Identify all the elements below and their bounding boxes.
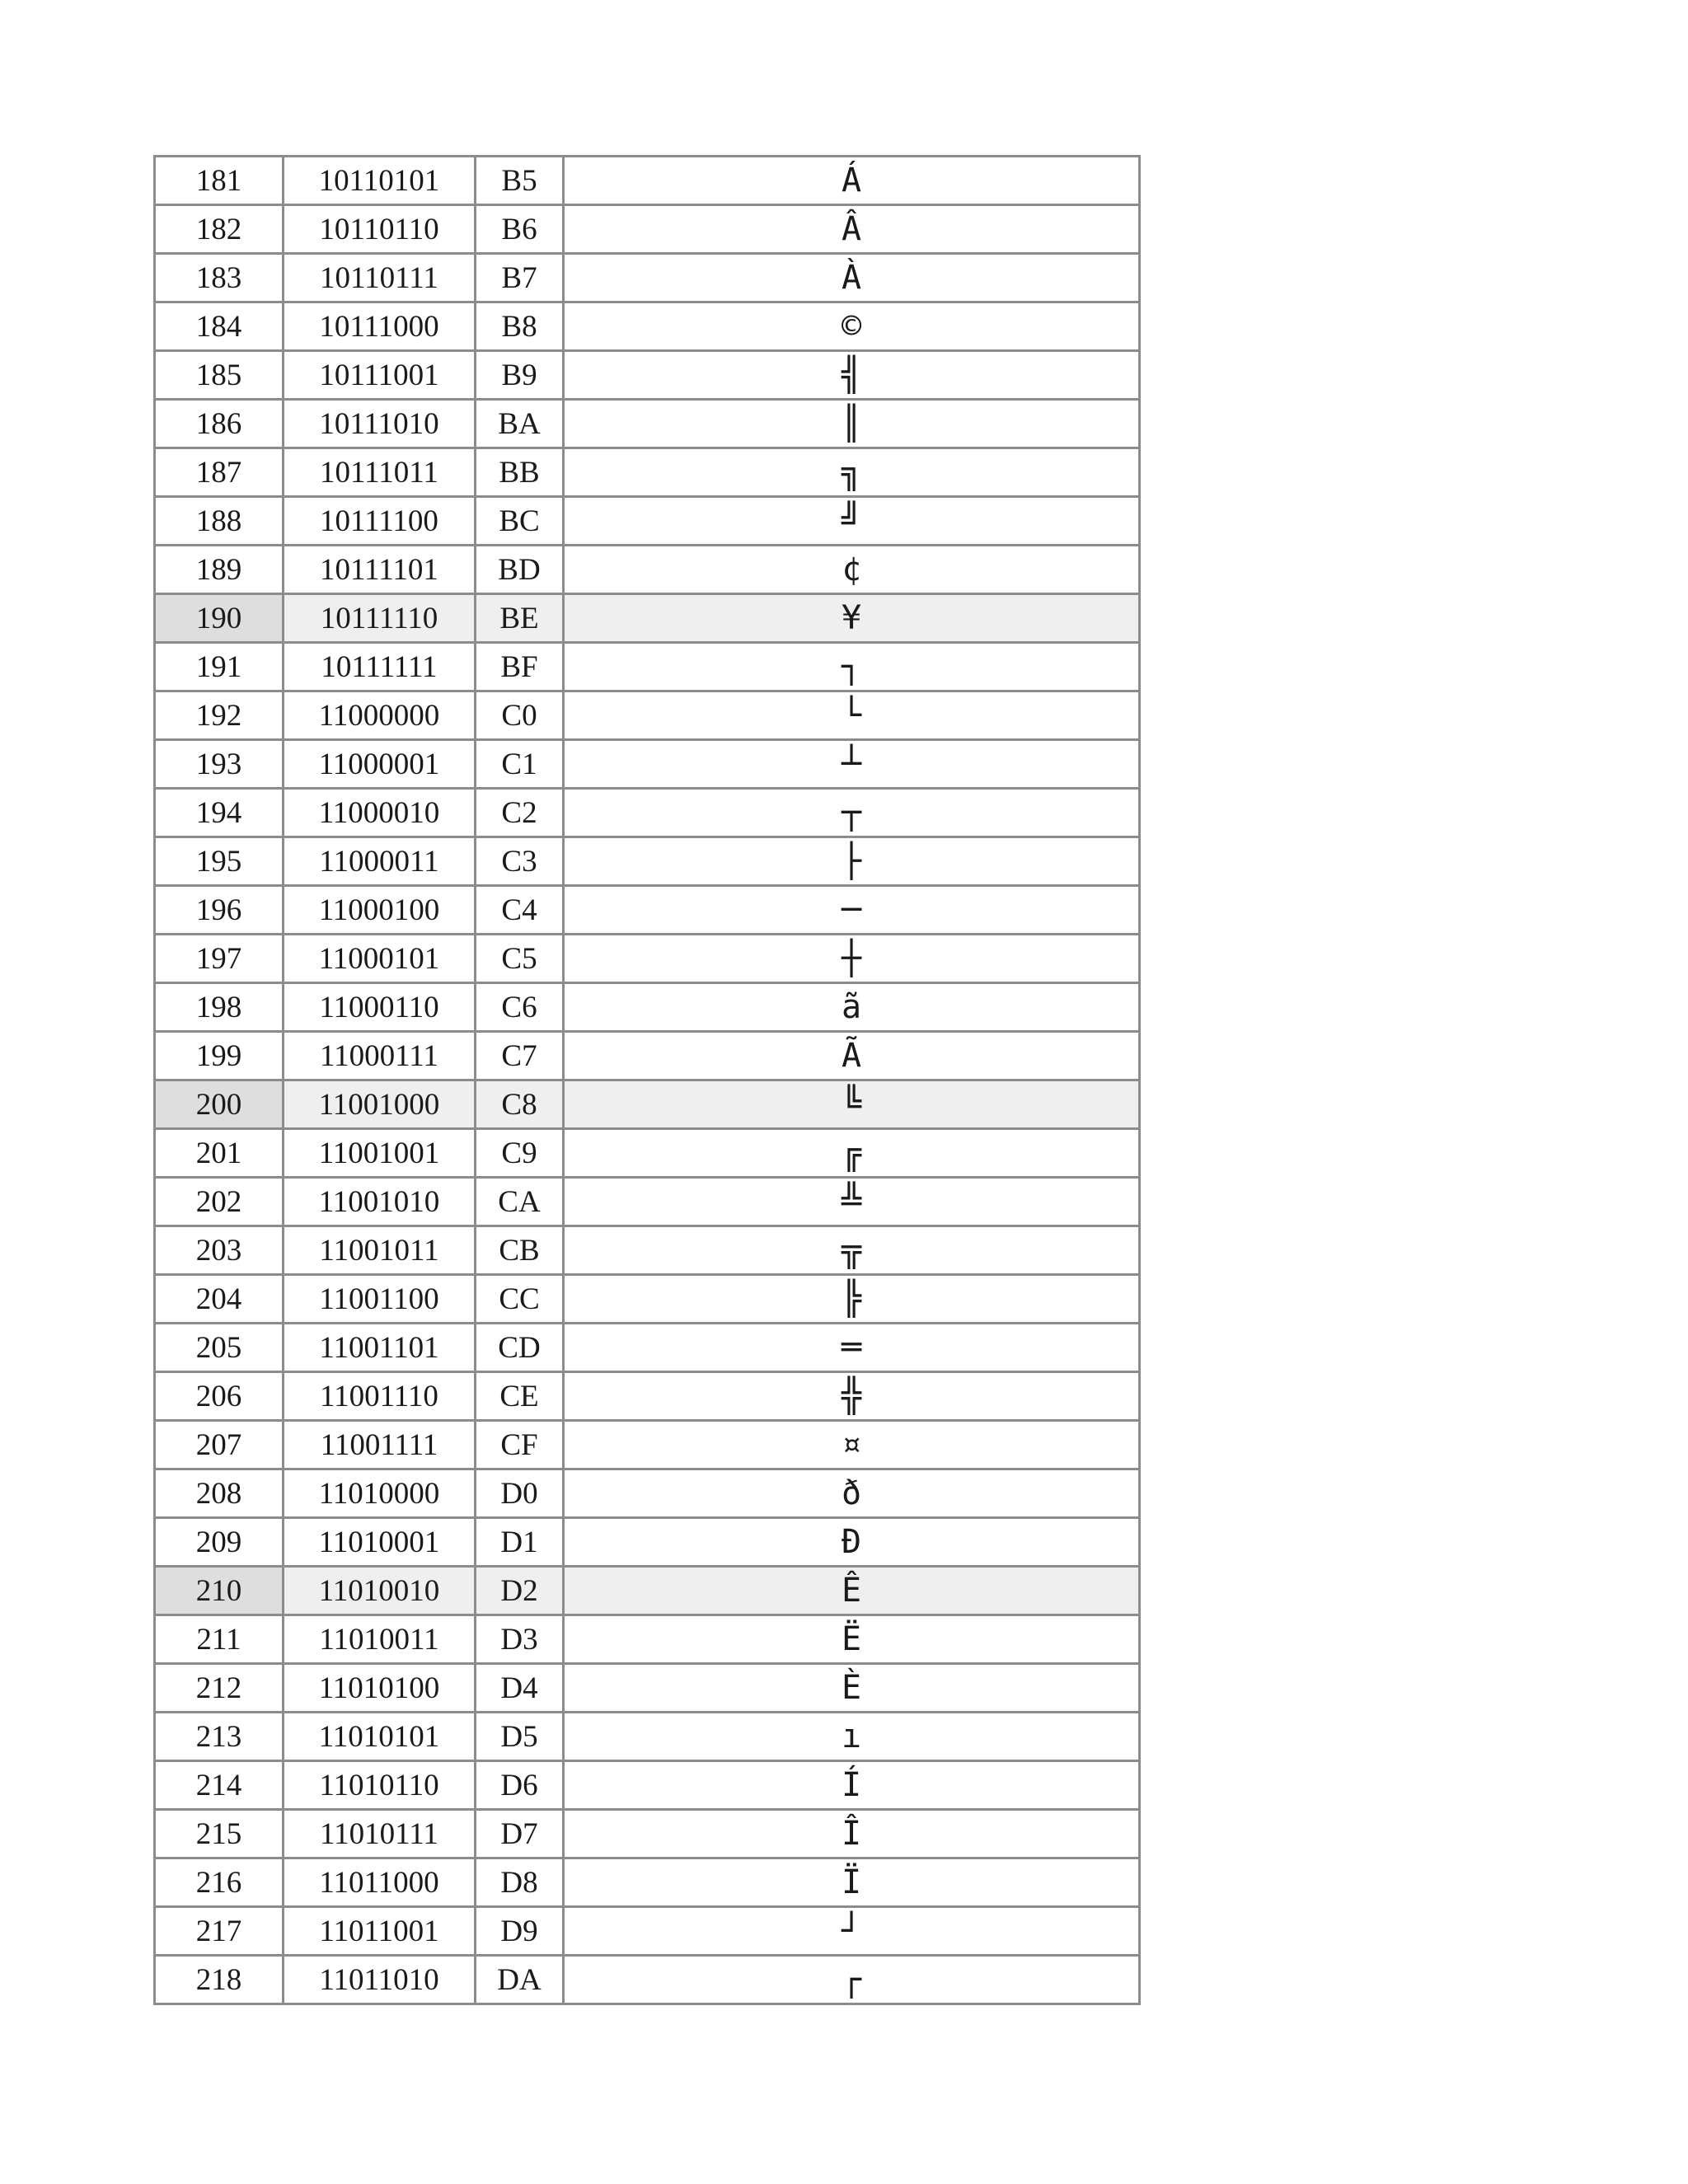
decimal-cell: 200 bbox=[155, 1080, 284, 1129]
character-cell: ─ bbox=[564, 886, 1140, 935]
hex-cell: D8 bbox=[476, 1858, 564, 1907]
decimal-cell: 193 bbox=[155, 740, 284, 789]
hex-cell: B5 bbox=[476, 157, 564, 205]
character-cell: ¤ bbox=[564, 1421, 1140, 1469]
table-row bbox=[155, 983, 1140, 1032]
table-row bbox=[155, 546, 1140, 594]
hex-cell: D3 bbox=[476, 1615, 564, 1664]
hex-cell: C2 bbox=[476, 789, 564, 837]
character-cell: È bbox=[564, 1664, 1140, 1713]
character-cell: ┬ bbox=[564, 789, 1140, 837]
decimal-cell: 201 bbox=[155, 1129, 284, 1178]
decimal-cell: 213 bbox=[155, 1713, 284, 1761]
binary-cell: 11000000 bbox=[284, 691, 476, 740]
character-cell: Î bbox=[564, 1810, 1140, 1858]
table-row bbox=[155, 448, 1140, 497]
table-row bbox=[155, 594, 1140, 643]
table-row bbox=[155, 1226, 1140, 1275]
character-cell: Á bbox=[564, 157, 1140, 205]
binary-cell: 11001000 bbox=[284, 1080, 476, 1129]
binary-cell: 11001101 bbox=[284, 1324, 476, 1372]
table-row bbox=[155, 1907, 1140, 1956]
decimal-cell: 197 bbox=[155, 935, 284, 983]
hex-cell: CE bbox=[476, 1372, 564, 1421]
binary-cell: 11000100 bbox=[284, 886, 476, 935]
table-row bbox=[155, 740, 1140, 789]
binary-cell: 11010011 bbox=[284, 1615, 476, 1664]
hex-cell: B7 bbox=[476, 254, 564, 302]
decimal-cell: 191 bbox=[155, 643, 284, 691]
hex-cell: BE bbox=[476, 594, 564, 643]
hex-cell: D4 bbox=[476, 1664, 564, 1713]
character-cell: ┐ bbox=[564, 643, 1140, 691]
binary-cell: 11000011 bbox=[284, 837, 476, 886]
decimal-cell: 186 bbox=[155, 400, 284, 448]
binary-cell: 11000111 bbox=[284, 1032, 476, 1080]
character-cell: ╠ bbox=[564, 1275, 1140, 1324]
decimal-cell: 208 bbox=[155, 1469, 284, 1518]
character-cell: © bbox=[564, 302, 1140, 351]
character-cell: Í bbox=[564, 1761, 1140, 1810]
decimal-cell: 206 bbox=[155, 1372, 284, 1421]
decimal-cell: 209 bbox=[155, 1518, 284, 1567]
character-code-table bbox=[153, 155, 1141, 2005]
binary-cell: 11001100 bbox=[284, 1275, 476, 1324]
table-row bbox=[155, 254, 1140, 302]
decimal-cell: 202 bbox=[155, 1178, 284, 1226]
decimal-cell: 184 bbox=[155, 302, 284, 351]
binary-cell: 10110101 bbox=[284, 157, 476, 205]
table-row bbox=[155, 1761, 1140, 1810]
hex-cell: CD bbox=[476, 1324, 564, 1372]
binary-cell: 10111010 bbox=[284, 400, 476, 448]
binary-cell: 10110110 bbox=[284, 205, 476, 254]
hex-cell: C1 bbox=[476, 740, 564, 789]
table-row bbox=[155, 1032, 1140, 1080]
table-row bbox=[155, 1713, 1140, 1761]
table-row bbox=[155, 837, 1140, 886]
hex-cell: BC bbox=[476, 497, 564, 546]
character-cell: Ï bbox=[564, 1858, 1140, 1907]
decimal-cell: 187 bbox=[155, 448, 284, 497]
table-row bbox=[155, 1518, 1140, 1567]
binary-cell: 11001110 bbox=[284, 1372, 476, 1421]
character-cell: ╣ bbox=[564, 351, 1140, 400]
hex-cell: D6 bbox=[476, 1761, 564, 1810]
table-row bbox=[155, 1324, 1140, 1372]
character-cell: ı bbox=[564, 1713, 1140, 1761]
binary-cell: 11000110 bbox=[284, 983, 476, 1032]
binary-cell: 11010101 bbox=[284, 1713, 476, 1761]
binary-cell: 10111100 bbox=[284, 497, 476, 546]
character-cell: ¢ bbox=[564, 546, 1140, 594]
character-cell: ╬ bbox=[564, 1372, 1140, 1421]
table-row bbox=[155, 1080, 1140, 1129]
hex-cell: C9 bbox=[476, 1129, 564, 1178]
decimal-cell: 181 bbox=[155, 157, 284, 205]
binary-cell: 10111011 bbox=[284, 448, 476, 497]
binary-cell: 11001111 bbox=[284, 1421, 476, 1469]
character-cell: ├ bbox=[564, 837, 1140, 886]
binary-cell: 11011000 bbox=[284, 1858, 476, 1907]
decimal-cell: 194 bbox=[155, 789, 284, 837]
character-cell: ═ bbox=[564, 1324, 1140, 1372]
character-cell: ã bbox=[564, 983, 1140, 1032]
character-cell: ╔ bbox=[564, 1129, 1140, 1178]
character-cell: Ð bbox=[564, 1518, 1140, 1567]
binary-cell: 10111000 bbox=[284, 302, 476, 351]
character-cell: ð bbox=[564, 1469, 1140, 1518]
decimal-cell: 195 bbox=[155, 837, 284, 886]
character-cell: ║ bbox=[564, 400, 1140, 448]
hex-cell: B9 bbox=[476, 351, 564, 400]
hex-cell: BB bbox=[476, 448, 564, 497]
binary-cell: 11001010 bbox=[284, 1178, 476, 1226]
character-cell: ╝ bbox=[564, 497, 1140, 546]
hex-cell: C4 bbox=[476, 886, 564, 935]
binary-cell: 11010010 bbox=[284, 1567, 476, 1615]
decimal-cell: 192 bbox=[155, 691, 284, 740]
character-cell: ┴ bbox=[564, 740, 1140, 789]
hex-cell: B6 bbox=[476, 205, 564, 254]
table-row bbox=[155, 886, 1140, 935]
hex-cell: BA bbox=[476, 400, 564, 448]
table-row bbox=[155, 400, 1140, 448]
hex-cell: CB bbox=[476, 1226, 564, 1275]
table-row bbox=[155, 205, 1140, 254]
decimal-cell: 183 bbox=[155, 254, 284, 302]
hex-cell: CA bbox=[476, 1178, 564, 1226]
decimal-cell: 190 bbox=[155, 594, 284, 643]
character-cell: ╗ bbox=[564, 448, 1140, 497]
character-cell: ┼ bbox=[564, 935, 1140, 983]
table-row bbox=[155, 1421, 1140, 1469]
table-row bbox=[155, 1129, 1140, 1178]
hex-cell: C7 bbox=[476, 1032, 564, 1080]
decimal-cell: 182 bbox=[155, 205, 284, 254]
character-cell: ╦ bbox=[564, 1226, 1140, 1275]
decimal-cell: 203 bbox=[155, 1226, 284, 1275]
hex-cell: CF bbox=[476, 1421, 564, 1469]
decimal-cell: 218 bbox=[155, 1956, 284, 2004]
character-cell: └ bbox=[564, 691, 1140, 740]
table-row bbox=[155, 302, 1140, 351]
binary-cell: 11010111 bbox=[284, 1810, 476, 1858]
decimal-cell: 199 bbox=[155, 1032, 284, 1080]
character-cell: ¥ bbox=[564, 594, 1140, 643]
decimal-cell: 207 bbox=[155, 1421, 284, 1469]
hex-cell: C5 bbox=[476, 935, 564, 983]
hex-cell: D9 bbox=[476, 1907, 564, 1956]
decimal-cell: 198 bbox=[155, 983, 284, 1032]
decimal-cell: 204 bbox=[155, 1275, 284, 1324]
table-row bbox=[155, 157, 1140, 205]
table-row bbox=[155, 643, 1140, 691]
binary-cell: 10111001 bbox=[284, 351, 476, 400]
table-row bbox=[155, 1810, 1140, 1858]
decimal-cell: 196 bbox=[155, 886, 284, 935]
table-row bbox=[155, 497, 1140, 546]
table-row bbox=[155, 1858, 1140, 1907]
character-cell: Ã bbox=[564, 1032, 1140, 1080]
character-cell: À bbox=[564, 254, 1140, 302]
decimal-cell: 214 bbox=[155, 1761, 284, 1810]
table-row bbox=[155, 1178, 1140, 1226]
table-row bbox=[155, 351, 1140, 400]
table-row bbox=[155, 1615, 1140, 1664]
hex-cell: BD bbox=[476, 546, 564, 594]
binary-cell: 10111101 bbox=[284, 546, 476, 594]
binary-cell: 11011001 bbox=[284, 1907, 476, 1956]
binary-cell: 11000101 bbox=[284, 935, 476, 983]
hex-cell: B8 bbox=[476, 302, 564, 351]
binary-cell: 10111110 bbox=[284, 594, 476, 643]
hex-cell: CC bbox=[476, 1275, 564, 1324]
character-cell: ┘ bbox=[564, 1907, 1140, 1956]
hex-cell: C8 bbox=[476, 1080, 564, 1129]
binary-cell: 11010110 bbox=[284, 1761, 476, 1810]
character-cell: ╩ bbox=[564, 1178, 1140, 1226]
hex-cell: D5 bbox=[476, 1713, 564, 1761]
binary-cell: 10111111 bbox=[284, 643, 476, 691]
binary-cell: 11011010 bbox=[284, 1956, 476, 2004]
hex-cell: C0 bbox=[476, 691, 564, 740]
binary-cell: 10110111 bbox=[284, 254, 476, 302]
decimal-cell: 217 bbox=[155, 1907, 284, 1956]
table-row bbox=[155, 1567, 1140, 1615]
decimal-cell: 185 bbox=[155, 351, 284, 400]
binary-cell: 11001011 bbox=[284, 1226, 476, 1275]
hex-cell: D2 bbox=[476, 1567, 564, 1615]
table-row bbox=[155, 1469, 1140, 1518]
hex-cell: D1 bbox=[476, 1518, 564, 1567]
table-row bbox=[155, 1664, 1140, 1713]
table-row bbox=[155, 935, 1140, 983]
hex-cell: D7 bbox=[476, 1810, 564, 1858]
binary-cell: 11000010 bbox=[284, 789, 476, 837]
binary-cell: 11010100 bbox=[284, 1664, 476, 1713]
table-row bbox=[155, 691, 1140, 740]
decimal-cell: 210 bbox=[155, 1567, 284, 1615]
decimal-cell: 189 bbox=[155, 546, 284, 594]
table-row bbox=[155, 1956, 1140, 2004]
decimal-cell: 216 bbox=[155, 1858, 284, 1907]
character-cell: Ê bbox=[564, 1567, 1140, 1615]
hex-cell: C3 bbox=[476, 837, 564, 886]
binary-cell: 11000001 bbox=[284, 740, 476, 789]
table-row bbox=[155, 1275, 1140, 1324]
decimal-cell: 211 bbox=[155, 1615, 284, 1664]
binary-cell: 11001001 bbox=[284, 1129, 476, 1178]
decimal-cell: 212 bbox=[155, 1664, 284, 1713]
character-cell: ╚ bbox=[564, 1080, 1140, 1129]
character-cell: Ë bbox=[564, 1615, 1140, 1664]
decimal-cell: 205 bbox=[155, 1324, 284, 1372]
character-cell: Â bbox=[564, 205, 1140, 254]
hex-cell: DA bbox=[476, 1956, 564, 2004]
table-row bbox=[155, 789, 1140, 837]
table-row bbox=[155, 1372, 1140, 1421]
hex-cell: BF bbox=[476, 643, 564, 691]
decimal-cell: 215 bbox=[155, 1810, 284, 1858]
binary-cell: 11010001 bbox=[284, 1518, 476, 1567]
character-cell: ┌ bbox=[564, 1956, 1140, 2004]
code-table-body bbox=[155, 157, 1140, 2004]
hex-cell: C6 bbox=[476, 983, 564, 1032]
hex-cell: D0 bbox=[476, 1469, 564, 1518]
decimal-cell: 188 bbox=[155, 497, 284, 546]
binary-cell: 11010000 bbox=[284, 1469, 476, 1518]
